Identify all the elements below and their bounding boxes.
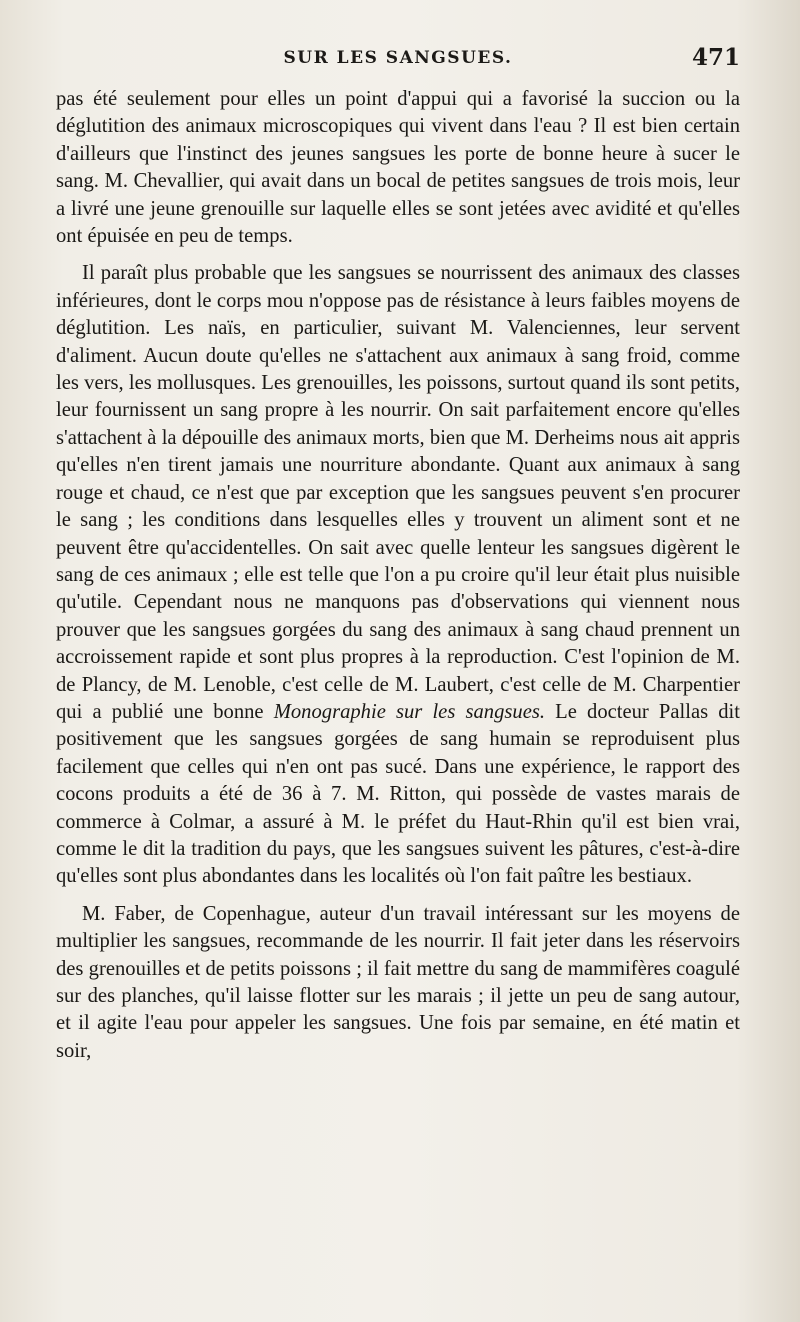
page-number: 471 (691, 44, 740, 71)
running-title: SUR LES SANGSUES. (283, 48, 513, 68)
body-text (56, 86, 740, 1075)
paragraph-3-text: M. Faber, de Copenhague, auteur d'un travail intéressant sur les moyens de multiplier les sangsues, recommande de les nourrir. Il fait jeter dans les réservoirs des grenouilles et de petits poissons ; il fait mettre du sang de mammifères coagulé sur des planches, qu'il laisse flotter sur les marais ; il jette un peu de sang autour, et il agite l'eau pour appeler les sangsues. Une fois par semaine, en été matin et soir, (56, 902, 740, 1062)
paragraph-2-text-a: Il paraît plus probable que les sangsues se nourrissent des animaux des classes inférieures, dont le corps mou n'oppose pas de résistance à leurs faibles moyens de déglutition. Les naïs, en particulier, suivant M. Valenciennes, leur servent d'aliment. Aucun doute qu'elles ne s'attachent aux animaux à sang froid, comme les vers, les mollusques. Les grenouilles, les poissons, surtout quand ils sont petits, leur fournissent un sang propre à les nourrir. On sait parfaitement encore qu'elles s'attachent à la dépouille des animaux morts, bien que M. Derheims nous ait appris qu'elles n'en tirent jamais une nourriture abondante. Quant aux animaux à sang rouge et chaud, ce n'est que par exception que les sangsues peuvent s'en procurer le sang ; les conditions dans lesquelles elles y trouvent un aliment sont et ne peuvent être qu'accidentelles. On sait avec quelle lenteur les sangsues digèrent le sang de ces animaux ; elle est telle que l'on a pu croire qu'il leur était plus nuisible qu'utile. Cependant nous ne manquons pas d'observations qui viennent nous prouver que les sangsues gorgées du sang des animaux à sang chaud prennent un accroissement rapide et sont plus propres à la reproduction. C'est l'opinion de M. de Plancy, de M. Lenoble, c'est celle de M. Laubert, c'est celle de M. Charpentier qui a publié une bonne (56, 262, 740, 723)
paragraph-1-text: pas été seulement pour elles un point d'appui qui a favorisé la succion ou la déglutition des animaux microscopiques qui vivent dans l'eau ? Il est bien certain d'ailleurs que l'instinct des jeunes sangsues les porte de bonne heure à sucer le sang. M. Chevallier, qui avait dans un bocal de petites sangsues de trois mois, leur a livré une jeune grenouille sur laquelle elles se sont jetées avec avidité et qu'elles ont épuisée en peu de temps. (56, 88, 740, 248)
paragraph-2 (56, 260, 740, 890)
paragraph-1 (56, 86, 740, 250)
paragraph-2-text-b: Le docteur Pallas dit positivement que les sangsues gorgées de sang humain se reproduisent plus facilement que celles qui n'en ont pas sucé. Dans une expérience, le rapport des cocons produits a été de 36 à 7. M. Ritton, qui possède de vastes marais de commerce à Colmar, a assuré à M. le préfet du Haut-Rhin qu'il est bien vrai, comme le dit la tradition du pays, que les sangsues suivent les pâtures, c'est-à-dire qu'elles sont plus abondantes dans les localités où l'on fait paître les bestiaux. (56, 700, 741, 888)
book-title-italic: Monographie sur les sangsues. (273, 700, 546, 723)
paragraph-3 (56, 901, 740, 1065)
page-header (56, 44, 740, 76)
